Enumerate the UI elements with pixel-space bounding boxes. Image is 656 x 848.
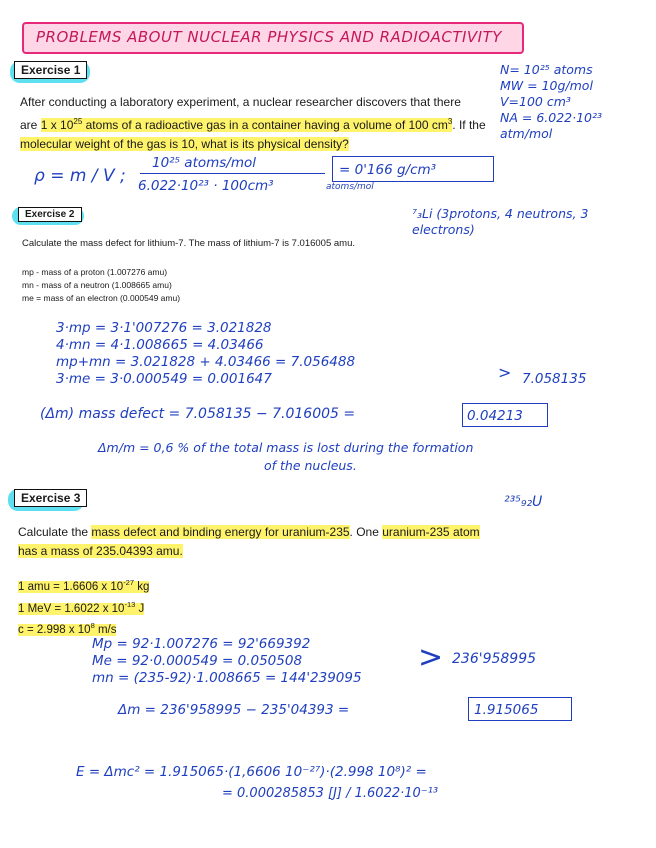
mass-defect-line: (Δm) mass defect = 7.058135 − 7.016005 =: [40, 406, 356, 422]
energy-line-2: = 0.000285853 [J] / 1.6022·10⁻¹³: [222, 786, 439, 801]
question-highlight: mass defect and binding energy for uranium-235: [91, 525, 350, 539]
constant-line: [18, 596, 149, 618]
question-highlight: molecular weight of the gas is 10, what is its physical density?: [20, 137, 349, 151]
question-line: [18, 523, 508, 542]
work-line: mn = (235-92)·1.008665 = 144'239095: [92, 670, 362, 686]
question-highlight: has a mass of 235.04393 amu.: [18, 544, 183, 558]
mass-defect-result: 0.04213: [462, 403, 548, 427]
work-line: mp+mn = 3.021828 + 4.03466 = 7.056488: [56, 354, 356, 370]
question-text: Calculate the: [18, 525, 92, 539]
sum-arrow: >: [498, 363, 512, 382]
constant-line: [18, 574, 149, 596]
lithium-work: [56, 320, 355, 388]
note-line: V=100 cm³: [500, 94, 571, 109]
energy-line-1: E = Δmc² = 1.915065·(1,6606 10⁻²⁷)·(2.998 10⁸)² =: [76, 764, 427, 780]
exercise-1-question: [20, 93, 500, 154]
work-line: 3·me = 3·0.000549 = 0.001647: [56, 371, 272, 387]
exercise-3-label: Exercise 3: [14, 489, 87, 507]
work-line: Mp = 92·1.007276 = 92'669392: [92, 636, 311, 652]
particle-definitions: [22, 266, 180, 305]
question-highlight: uranium-235 atom: [382, 525, 480, 539]
constant-highlight: 1 amu = 1.6606 x $10^{-27}$ kg: [18, 578, 150, 593]
definition-line: mn - mass of a neutron (1.008665 amu): [22, 280, 172, 290]
question-line: [18, 542, 508, 561]
question-line: [20, 135, 500, 154]
constant-highlight: 1 MeV = 1.6022 x $10^{-13}$ J: [18, 599, 145, 615]
sum-bracket: >: [418, 640, 444, 675]
mass-ratio-line-2: of the nucleus.: [264, 458, 357, 473]
denominator-unit: atoms/mol: [326, 182, 374, 192]
exercise-1-label: Exercise 1: [14, 61, 87, 79]
question-highlight: 1 x $10^{25}$ atoms of a radioactive gas in a container having a volume of 100 $cm^3$: [40, 117, 453, 132]
page-title: PROBLEMS ABOUT NUCLEAR PHYSICS AND RADIOACTIVITY: [36, 28, 502, 46]
fraction-bar: [140, 173, 325, 174]
exercise-3-question: [18, 523, 508, 561]
mass-ratio-line: Δm/m = 0,6 % of the total mass is lost during the formation: [98, 440, 474, 455]
density-denominator: 6.022·10²³ · 100cm³: [138, 178, 274, 194]
exercise-1-notes: [500, 62, 656, 142]
work-line: 3·mp = 3·1'007276 = 3.021828: [56, 320, 272, 336]
note-line: NA = 6.022·10²³ atm/mol: [500, 110, 603, 141]
uranium-work: [92, 636, 362, 687]
work-line: Me = 92·0.000549 = 0.050508: [92, 653, 303, 669]
constants: [18, 574, 149, 639]
work-line: 4·mn = 4·1.008665 = 4.03466: [56, 337, 264, 353]
question-line: After conducting a laboratory experiment, a nuclear researcher discovers that there: [20, 95, 461, 109]
uranium-mass-defect-line: Δm = 236'958995 − 235'04393 =: [118, 702, 350, 718]
exercise-2-label: Exercise 2: [18, 207, 82, 222]
lithium-sum: 7.058135: [522, 371, 587, 387]
lithium-note: ⁷₃Li (3protons, 4 neutrons, 3 electrons): [412, 206, 589, 237]
note-line: MW = 10g/mol: [500, 78, 593, 93]
question-text: . One: [349, 525, 383, 539]
question-text: are: [20, 118, 38, 132]
exercise-2-question: Calculate the mass defect for lithium-7. The mass of lithium-7 is 7.016005 amu.: [22, 238, 356, 249]
constant-highlight: c = 2.998 x $10^8$ m/s: [18, 621, 117, 637]
uranium-mass-defect-result: 1.915065: [468, 697, 572, 721]
definition-line: me = mass of an electron (0.000549 amu): [22, 293, 181, 303]
note-line: N= 10²⁵ atoms: [500, 62, 593, 77]
density-formula: ρ = m / V ;: [34, 166, 126, 186]
question-line: [20, 112, 500, 135]
uranium-note: ²³⁵₉₂U: [504, 494, 543, 510]
density-numerator: 10²⁵ atoms/mol: [152, 155, 257, 171]
uranium-sum: 236'958995: [452, 651, 537, 667]
definition-line: mp - mass of a proton (1.007276 amu): [22, 267, 168, 277]
density-result: = 0'166 g/cm³: [332, 156, 494, 182]
question-text: . If the: [452, 118, 486, 132]
